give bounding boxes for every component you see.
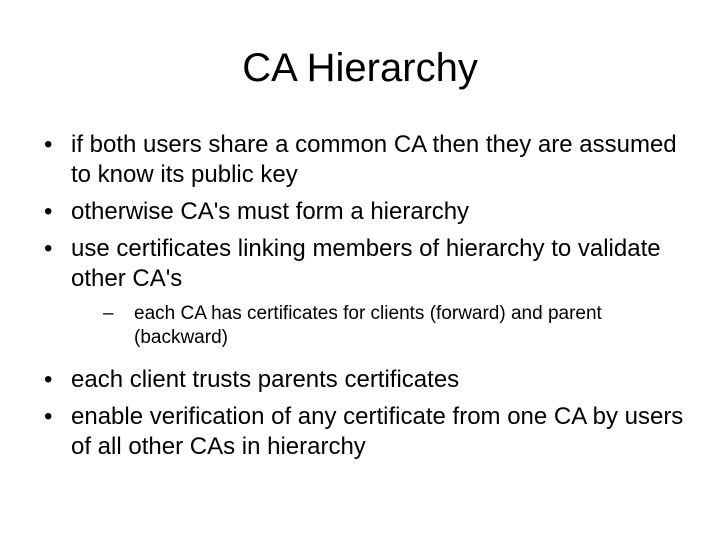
slide-title: CA Hierarchy <box>242 46 478 90</box>
bullet-item-shared-ca <box>44 130 694 190</box>
bullet-icon: • <box>44 198 53 225</box>
bullet-icon: • <box>44 403 53 430</box>
bullet-list <box>44 130 694 469</box>
bullet-icon: • <box>44 235 53 262</box>
bullet-item-client-trust <box>44 365 694 395</box>
bullet-item-hierarchy <box>44 197 694 227</box>
bullet-text: if both users share a common CA then they are assumed to know its public key <box>71 131 677 188</box>
bullet-text: each client trusts parents certificates <box>71 366 460 393</box>
bullet-item-verification <box>44 402 694 462</box>
bullet-text: otherwise CA's must form a hierarchy <box>71 198 470 225</box>
sub-bullet-item-forward-backward <box>103 302 694 350</box>
bullet-icon: • <box>44 366 53 393</box>
bullet-item-certificates <box>44 234 694 350</box>
bullet-text: enable verification of any certificate from one CA by users of all other CAs in hierarchy <box>71 403 684 460</box>
bullet-text: use certificates linking members of hierarchy to validate other CA's <box>71 235 661 292</box>
bullet-icon: • <box>44 131 53 158</box>
sub-bullet-list <box>71 302 694 350</box>
dash-icon: – <box>103 303 114 324</box>
sub-bullet-text: each CA has certificates for clients (forward) and parent (backward) <box>134 303 602 348</box>
